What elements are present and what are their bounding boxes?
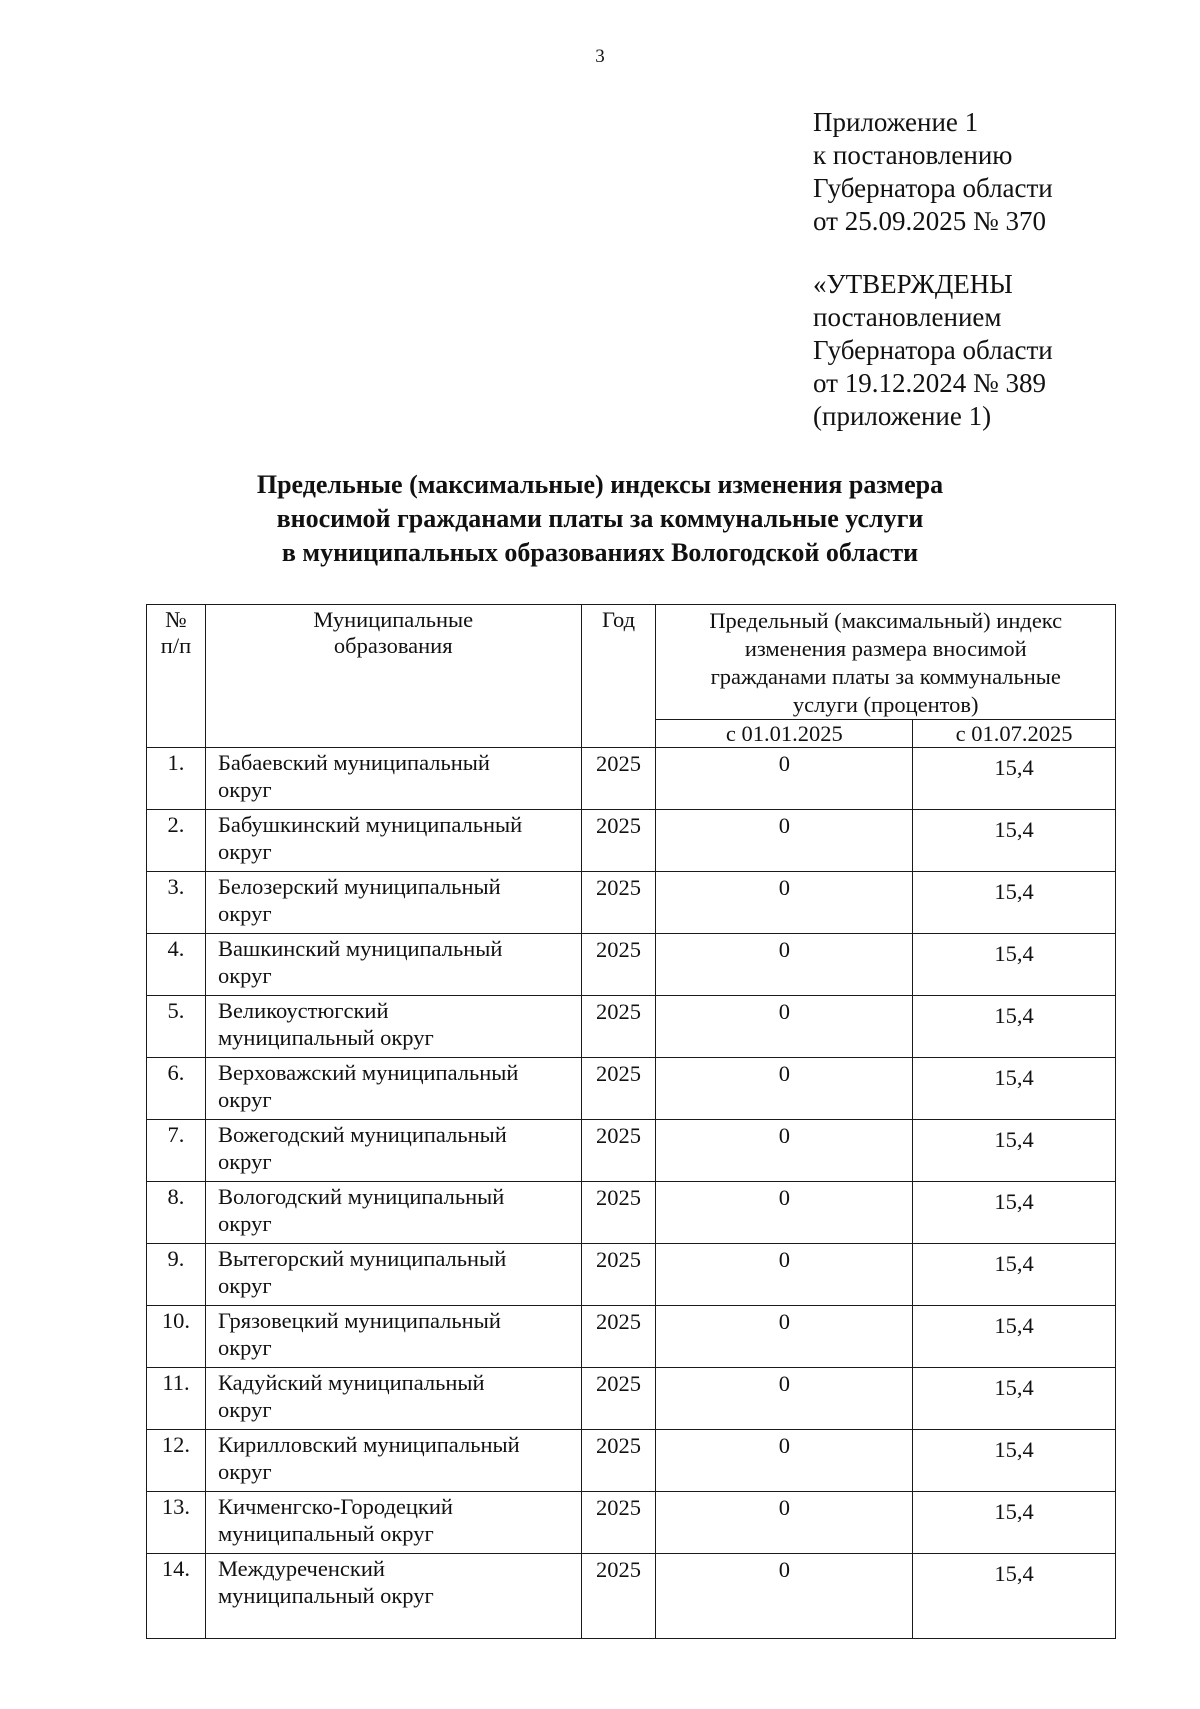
row-municipality: Великоустюгский муниципальный округ <box>205 996 581 1058</box>
page-number: 3 <box>595 46 605 67</box>
table-row <box>147 1120 1116 1182</box>
row-year: 2025 <box>581 996 656 1058</box>
title-line: в муниципальных образованиях Вологодской области <box>281 538 919 567</box>
header-from-jan: с 01.01.2025 <box>656 720 913 748</box>
row-municipality: Кирилловский муниципальный округ <box>205 1430 581 1492</box>
index-table <box>146 604 1116 1639</box>
row-index-jul: 15,4 <box>913 934 1116 996</box>
title-line: Предельные (максимальные) индексы изменения размера <box>256 470 944 499</box>
approved-line: (приложение 1) <box>813 401 992 431</box>
row-municipality: Верховажский муниципальный округ <box>205 1058 581 1120</box>
row-year: 2025 <box>581 1306 656 1368</box>
table-row <box>147 1182 1116 1244</box>
row-index-jan: 0 <box>656 996 913 1058</box>
row-number: 14. <box>147 1554 206 1639</box>
row-number: 6. <box>147 1058 206 1120</box>
row-index-jul: 15,4 <box>913 996 1116 1058</box>
row-municipality: Междуреченский муниципальный округ <box>205 1554 581 1639</box>
appendix-line: от 25.09.2025 № 370 <box>813 206 1046 236</box>
row-municipality: Бабушкинский муниципальный округ <box>205 810 581 872</box>
row-number: 12. <box>147 1430 206 1492</box>
row-number: 2. <box>147 810 206 872</box>
row-municipality: Белозерский муниципальный округ <box>205 872 581 934</box>
row-number: 9. <box>147 1244 206 1306</box>
row-municipality: Грязовецкий муниципальный округ <box>205 1306 581 1368</box>
row-index-jan: 0 <box>656 748 913 810</box>
table-row <box>147 1492 1116 1554</box>
approved-line: от 19.12.2024 № 389 <box>813 368 1046 398</box>
approved-line: Губернатора области <box>813 335 1053 365</box>
row-index-jul: 15,4 <box>913 810 1116 872</box>
row-year: 2025 <box>581 810 656 872</box>
table-row <box>147 1430 1116 1492</box>
table-row <box>147 748 1116 810</box>
appendix-reference <box>813 106 1053 238</box>
row-year: 2025 <box>581 934 656 996</box>
table-header-row <box>147 605 1116 720</box>
row-index-jan: 0 <box>656 1554 913 1639</box>
row-number: 4. <box>147 934 206 996</box>
table-row <box>147 1554 1116 1639</box>
row-year: 2025 <box>581 1492 656 1554</box>
row-index-jan: 0 <box>656 1430 913 1492</box>
header-number: № п/п <box>147 605 206 748</box>
table-row <box>147 996 1116 1058</box>
row-year: 2025 <box>581 1182 656 1244</box>
row-number: 7. <box>147 1120 206 1182</box>
row-index-jul: 15,4 <box>913 872 1116 934</box>
appendix-line: Губернатора области <box>813 173 1053 203</box>
row-year: 2025 <box>581 1058 656 1120</box>
row-year: 2025 <box>581 1120 656 1182</box>
document-title <box>0 468 1200 570</box>
appendix-line: к постановлению <box>813 140 1013 170</box>
row-number: 13. <box>147 1492 206 1554</box>
header-index-group: Предельный (максимальный) индекс изменения размера вносимой гражданами платы за коммунальные услуги (процентов) <box>656 605 1116 720</box>
row-municipality: Вашкинский муниципальный округ <box>205 934 581 996</box>
row-number: 5. <box>147 996 206 1058</box>
row-number: 11. <box>147 1368 206 1430</box>
row-index-jan: 0 <box>656 1306 913 1368</box>
row-municipality: Бабаевский муниципальный округ <box>205 748 581 810</box>
row-index-jul: 15,4 <box>913 1368 1116 1430</box>
row-number: 3. <box>147 872 206 934</box>
header-year: Год <box>581 605 656 748</box>
row-index-jul: 15,4 <box>913 1430 1116 1492</box>
row-year: 2025 <box>581 1554 656 1639</box>
row-index-jul: 15,4 <box>913 1058 1116 1120</box>
row-number: 1. <box>147 748 206 810</box>
row-number: 8. <box>147 1182 206 1244</box>
row-municipality: Вологодский муниципальный округ <box>205 1182 581 1244</box>
row-index-jan: 0 <box>656 1368 913 1430</box>
appendix-line: Приложение 1 <box>813 107 979 137</box>
table-row <box>147 810 1116 872</box>
row-year: 2025 <box>581 1430 656 1492</box>
table-row <box>147 1306 1116 1368</box>
row-municipality: Кадуйский муниципальный округ <box>205 1368 581 1430</box>
title-line: вносимой гражданами платы за коммунальные услуги <box>276 504 924 533</box>
approved-reference <box>813 268 1053 433</box>
row-year: 2025 <box>581 1368 656 1430</box>
row-index-jul: 15,4 <box>913 748 1116 810</box>
row-year: 2025 <box>581 1244 656 1306</box>
table-row <box>147 934 1116 996</box>
table-row <box>147 872 1116 934</box>
approved-line: постановлением <box>813 302 1002 332</box>
table-row <box>147 1058 1116 1120</box>
row-index-jul: 15,4 <box>913 1120 1116 1182</box>
row-index-jan: 0 <box>656 872 913 934</box>
header-municipality: Муниципальные образования <box>205 605 581 748</box>
row-index-jan: 0 <box>656 1244 913 1306</box>
row-municipality: Кичменгско-Городецкий муниципальный округ <box>205 1492 581 1554</box>
row-index-jul: 15,4 <box>913 1244 1116 1306</box>
row-year: 2025 <box>581 872 656 934</box>
row-year: 2025 <box>581 748 656 810</box>
row-index-jul: 15,4 <box>913 1492 1116 1554</box>
header-from-jul: с 01.07.2025 <box>913 720 1116 748</box>
table-row <box>147 1368 1116 1430</box>
row-index-jan: 0 <box>656 1120 913 1182</box>
row-index-jul: 15,4 <box>913 1306 1116 1368</box>
row-number: 10. <box>147 1306 206 1368</box>
row-municipality: Вытегорский муниципальный округ <box>205 1244 581 1306</box>
row-municipality: Вожегодский муниципальный округ <box>205 1120 581 1182</box>
row-index-jul: 15,4 <box>913 1554 1116 1639</box>
row-index-jan: 0 <box>656 810 913 872</box>
approved-line: «УТВЕРЖДЕНЫ <box>813 269 1013 299</box>
table-row <box>147 1244 1116 1306</box>
row-index-jul: 15,4 <box>913 1182 1116 1244</box>
row-index-jan: 0 <box>656 934 913 996</box>
row-index-jan: 0 <box>656 1492 913 1554</box>
row-index-jan: 0 <box>656 1182 913 1244</box>
row-index-jan: 0 <box>656 1058 913 1120</box>
